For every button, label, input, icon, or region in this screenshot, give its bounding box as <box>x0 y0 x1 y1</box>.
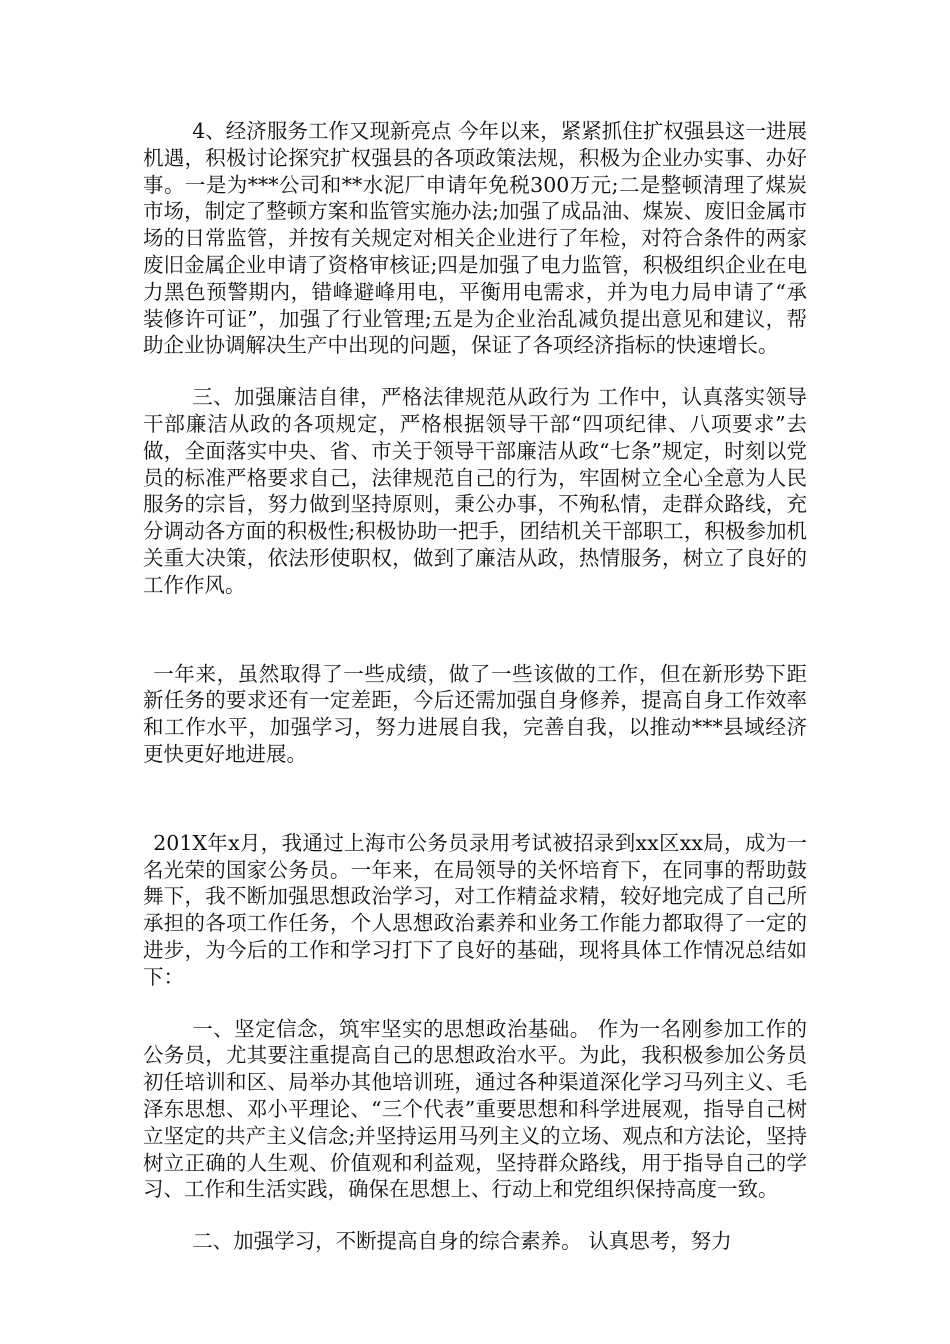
paragraph-political-foundation: 一、坚定信念，筑牢坚实的思想政治基础。 作为一名刚参加工作的公务员，尤其要注重提高自己的思想政治水平。为此，我积极参加公务员初任培训和区、局举办其他培训班，通过各种渠道深化学习马列主义、毛泽东思想、邓小平理论、“三个代表”重要思想和科学进展观，指导自己树立坚定的共产主义信念;并坚持运用马列主义的立场、观点和方法论，坚持树立正确的人生观、价值观和利益观，坚持群众路线，用于指导自己的学习、工作和生活实践，确保在思想上、行动上和党组织保持高度一致。 <box>143 1016 807 1202</box>
document-page <box>143 118 807 1255</box>
paragraph-year-summary: 一年来，虽然取得了一些成绩，做了一些该做的工作，但在新形势下距新任务的要求还有一定差距，今后还需加强自身修养，提高自身工作效率和工作水平，加强学习，努力进展自我，完善自我，以推动***县域经济更快更好地进展。 <box>143 661 807 766</box>
paragraph-integrity-discipline: 三、加强廉洁自律，严格法律规范从政行为 工作中，认真落实领导干部廉洁从政的各项规定，严格根据领导干部“四项纪律、八项要求”去做，全面落实中央、省、市关于领导干部廉洁从政“七条”规定，时刻以党员的标准严格要求自己，法律规范自己的行为，牢固树立全心全意为人民服务的宗旨，努力做到坚持原则，秉公办事，不殉私情，走群众路线，充分调动各方面的积极性;积极协助一把手，团结机关干部职工，积极参加机关重大决策，依法形使职权，做到了廉洁从政，热情服务，树立了良好的工作作风。 <box>143 385 807 597</box>
paragraph-civil-servant-intro: 201X年x月，我通过上海市公务员录用考试被招录到xx区xx局，成为一名光荣的国家公务员。一年来，在局领导的关怀培育下，在同事的帮助鼓舞下，我不断加强思想政治学习，对工作精益求精，较好地完成了自己所承担的各项工作任务，个人思想政治素养和业务工作能力都取得了一定的进步，为今后的工作和学习打下了良好的基础，现将具体工作情况总结如下： <box>143 830 807 989</box>
paragraph-spacer <box>143 768 807 830</box>
paragraph-spacer <box>143 1203 807 1228</box>
paragraph-spacer <box>143 359 807 384</box>
paragraph-spacer <box>143 599 807 661</box>
paragraph-spacer <box>143 991 807 1016</box>
paragraph-study-improvement: 二、加强学习，不断提高自身的综合素养。 认真思考，努力 <box>192 1229 732 1254</box>
paragraph-economic-service: 4、经济服务工作又现新亮点 今年以来，紧紧抓住扩权强县这一进展机遇，积极讨论探究扩权强县的各项政策法规，积极为企业办实事、办好事。一是为***公司和**水泥厂申请年免税300万元;二是整顿清理了煤炭市场，制定了整顿方案和监管实施办法;加强了成品油、煤炭、废旧金属市场的日常监管，并按有关规定对相关企业进行了年检，对符合条件的两家废旧金属企业申请了资格审核证;四是加强了电力监管，积极组织企业在电力黑色预警期内，错峰避峰用电，平衡用电需求，并为电力局申请了“承装修许可证”，加强了行业管理;五是为企业治乱减负提出意见和建议，帮助企业协调解决生产中出现的问题，保证了各项经济指标的快速增长。 <box>143 119 807 358</box>
